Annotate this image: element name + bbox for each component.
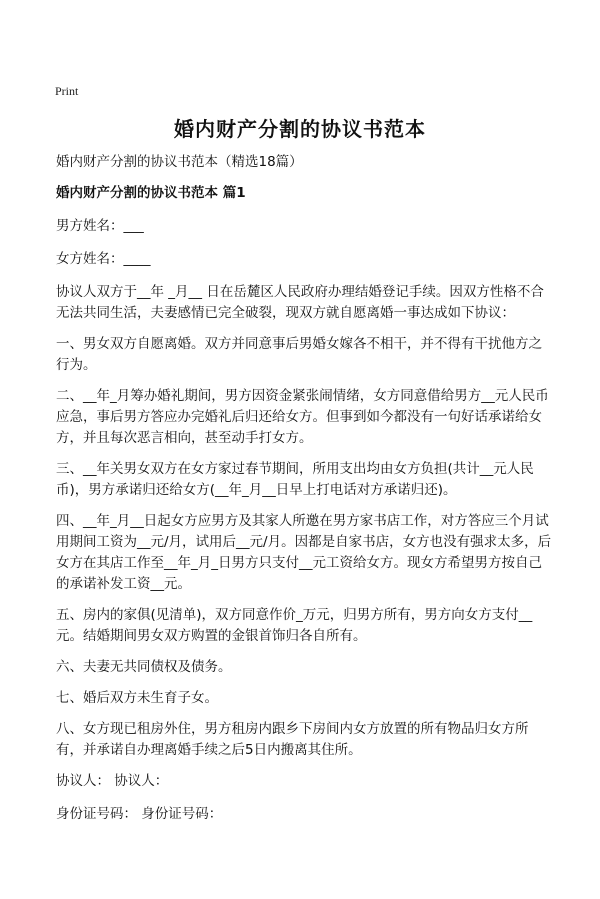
paragraph-preamble: 协议人双方于__年 _月__ 日在岳麓区人民政府办理结婚登记手续。因双方性格不合无法共同生活，夫妻感情已完全破裂，现双方就自愿离婚一事达成如下协议： bbox=[56, 284, 544, 321]
id-number-line: 身份证号码： 身份证号码： bbox=[56, 806, 223, 822]
document-title: 婚内财产分割的协议书范本 bbox=[174, 117, 426, 141]
paragraph-clause-2: 二、__年_月筹办婚礼期间，男方因资金紧张闹情绪，女方同意借给男方__元人民币应急，事后男方答应办完婚礼后归还给女方。但事到如今都没有一句好话承诺给女方，并且每次恶言相向，甚至动手打女方。 bbox=[56, 388, 549, 446]
document-subtitle: 婚内财产分割的协议书范本（精选18篇） bbox=[56, 154, 303, 170]
paragraph-clause-8: 八、女方现已租房外住，男方租房内跟乡下房间内女方放置的所有物品归女方所有，并承诺自办理离婚手续之后5日内搬离其住所。 bbox=[56, 721, 529, 758]
paragraph-clause-7: 七、婚后双方未生育子女。 bbox=[56, 690, 218, 706]
paragraph-male-name: 男方姓名：___ bbox=[56, 218, 144, 234]
paragraph-clause-6: 六、夫妻无共同债权及债务。 bbox=[56, 659, 232, 675]
paragraph-female-name: 女方姓名：____ bbox=[56, 251, 151, 267]
document-body bbox=[56, 152, 552, 835]
signature-line: 协议人： 协议人： bbox=[56, 773, 169, 789]
print-label[interactable]: Print bbox=[55, 84, 79, 98]
paragraph-clause-4: 四、__年_月__日起女方应男方及其家人所邀在男方家书店工作，对方答应三个月试用期间工资为__元/月，试用后__元/月。因都是自家书店，女方也没有强求太多，后女方在其店工作至__年_月_日男方只支付__元工资给女方。现女方希望男方按自己的承诺补发工资__元。 bbox=[56, 513, 552, 592]
paragraph-clause-5: 五、房内的家俱(见清单)，双方同意作价_万元，归男方所有，男方向女方支付__元。结婚期间男女双方购置的金银首饰归各自所有。 bbox=[56, 607, 533, 644]
paragraph-clause-3: 三、__年关男女双方在女方家过春节期间，所用支出均由女方负担(共计__元人民币)，男方承诺归还给女方(__年_月__日早上打电话对方承诺归还)。 bbox=[56, 461, 534, 498]
paragraph-clause-1: 一、男女双方自愿离婚。双方并同意事后男婚女嫁各不相干，并不得有干扰他方之行为。 bbox=[56, 336, 542, 373]
section-heading: 婚内财产分割的协议书范本 篇1 bbox=[56, 185, 246, 201]
